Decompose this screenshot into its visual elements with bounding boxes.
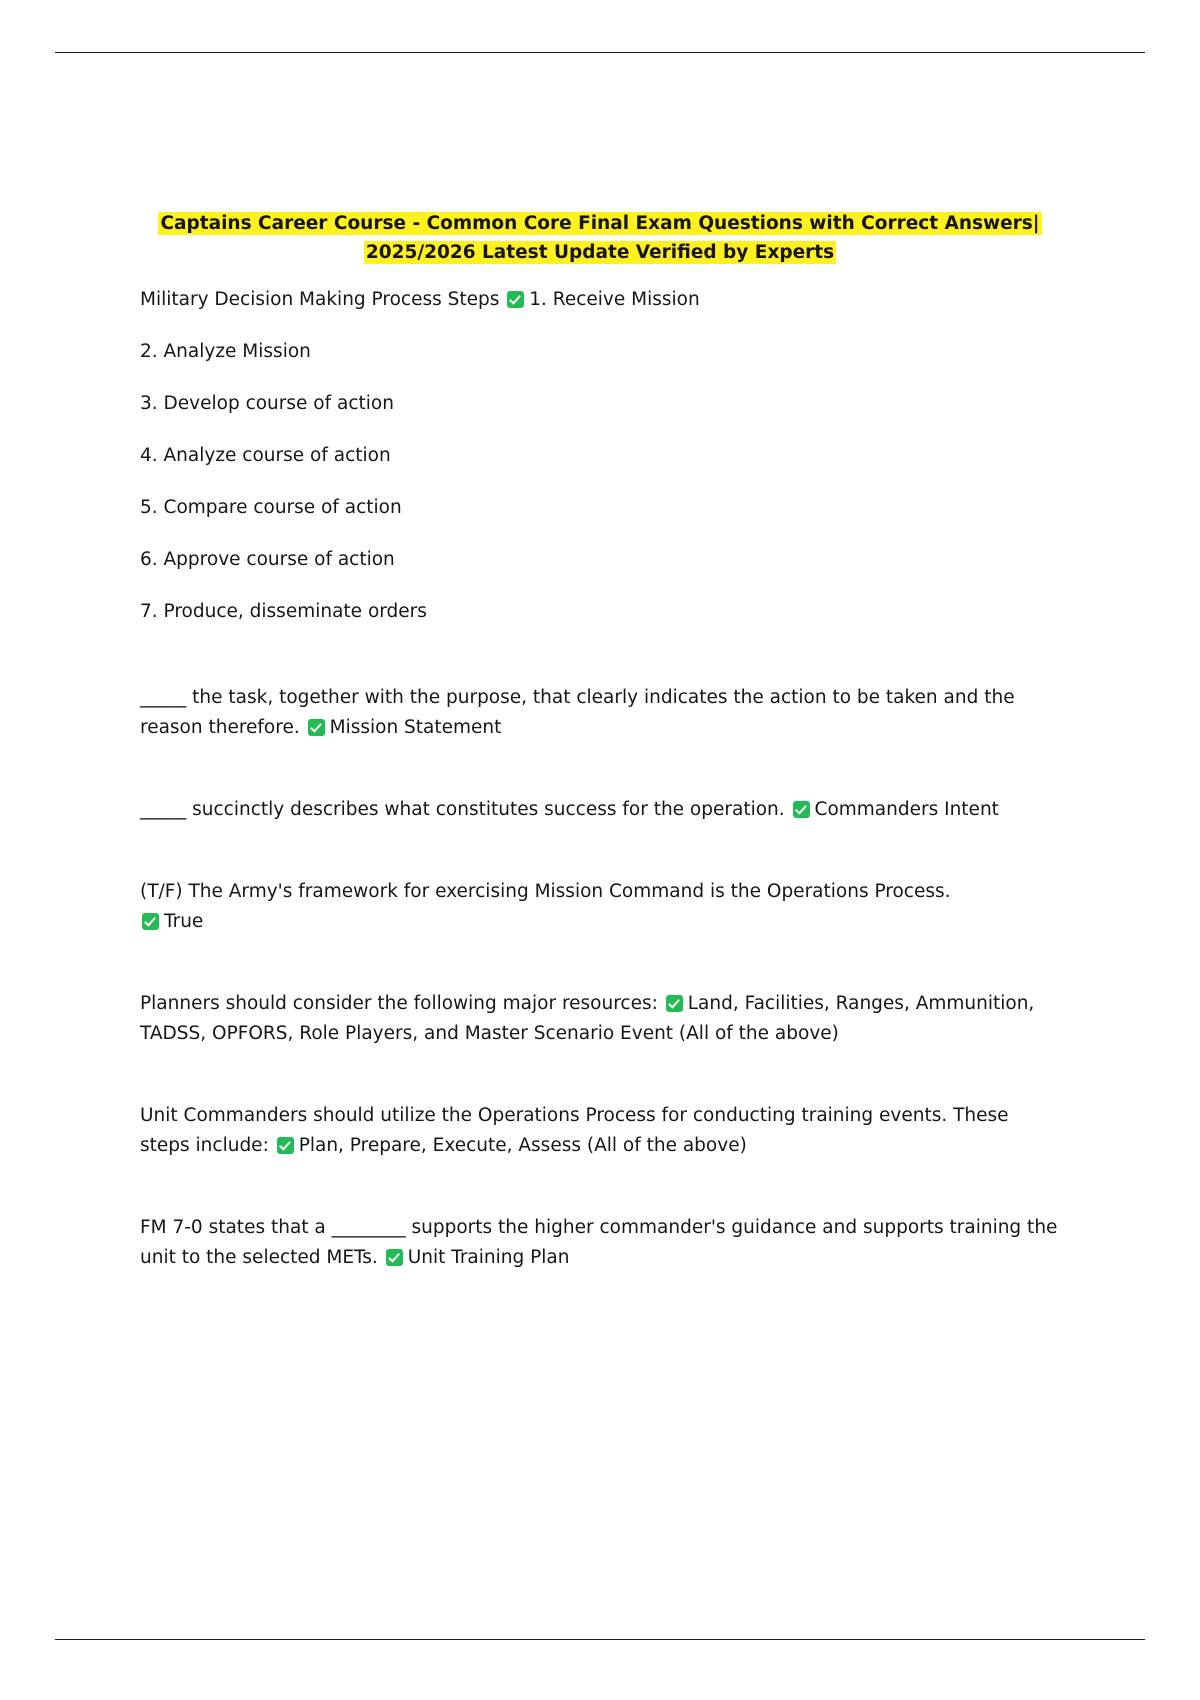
qa-item xyxy=(140,877,1060,937)
mdmp-step: 7. Produce, disseminate orders xyxy=(140,601,427,623)
page-title-line1: Captains Career Course - Common Core Final Exam Questions with Correct Answers| xyxy=(160,213,1040,234)
answer-text: Land, Facilities, Ranges, Ammunition, TADSS, OPFORS, Role Players, and Master Scenario Event (All of the above) xyxy=(140,992,1035,1044)
mdmp-step: 4. Analyze course of action xyxy=(140,445,391,467)
answer-text: True xyxy=(164,911,204,932)
question-text: (T/F) The Army's framework for exercising Mission Command is the Operations Process. xyxy=(140,881,951,903)
answer-text: Commanders Intent xyxy=(814,799,999,821)
mdmp-answer-first: 1. Receive Mission xyxy=(529,289,700,311)
question-text: Unit Commanders should utilize the Operations Process for conducting training events. These steps include: xyxy=(140,1104,1009,1156)
page-bottom-rule xyxy=(55,1639,1145,1640)
mdmp-prompt-line xyxy=(140,285,1060,315)
answer-text: Unit Training Plan xyxy=(407,1246,570,1268)
qa-item xyxy=(140,989,1060,1049)
check-icon xyxy=(666,995,683,1012)
check-icon xyxy=(507,291,524,308)
qa-item xyxy=(140,1213,1060,1273)
question-text: FM 7-0 states that a ________ supports the higher commander's guidance and supports training the unit to the selected METs. xyxy=(140,1216,1058,1268)
qa-item xyxy=(140,683,1060,743)
mdmp-step: 5. Compare course of action xyxy=(140,497,402,519)
mdmp-step: 2. Analyze Mission xyxy=(140,341,311,363)
mdmp-prompt: Military Decision Making Process Steps xyxy=(140,289,500,311)
check-icon xyxy=(142,913,159,930)
check-icon xyxy=(386,1249,403,1266)
question-text: _____ succinctly describes what constitutes success for the operation. xyxy=(140,799,785,821)
section-spacer xyxy=(140,649,1060,683)
answer-text: Mission Statement xyxy=(329,717,502,739)
qa-item xyxy=(140,795,1060,825)
page-top-rule xyxy=(55,52,1145,53)
mdmp-step: 6. Approve course of action xyxy=(140,549,395,571)
qa-item xyxy=(140,1101,1060,1161)
check-icon xyxy=(793,801,810,818)
question-text: Planners should consider the following major resources: xyxy=(140,992,658,1014)
page-title xyxy=(140,210,1060,267)
document-body xyxy=(140,210,1060,1325)
question-text: _____ the task, together with the purpose, that clearly indicates the action to be taken and the reason therefore. xyxy=(140,687,1015,739)
mdmp-step: 3. Develop course of action xyxy=(140,393,394,415)
page-title-line2: 2025/2026 Latest Update Verified by Experts xyxy=(365,241,835,263)
check-icon xyxy=(277,1137,294,1154)
answer-text: Plan, Prepare, Execute, Assess (All of the above) xyxy=(298,1134,747,1156)
check-icon xyxy=(308,719,325,736)
